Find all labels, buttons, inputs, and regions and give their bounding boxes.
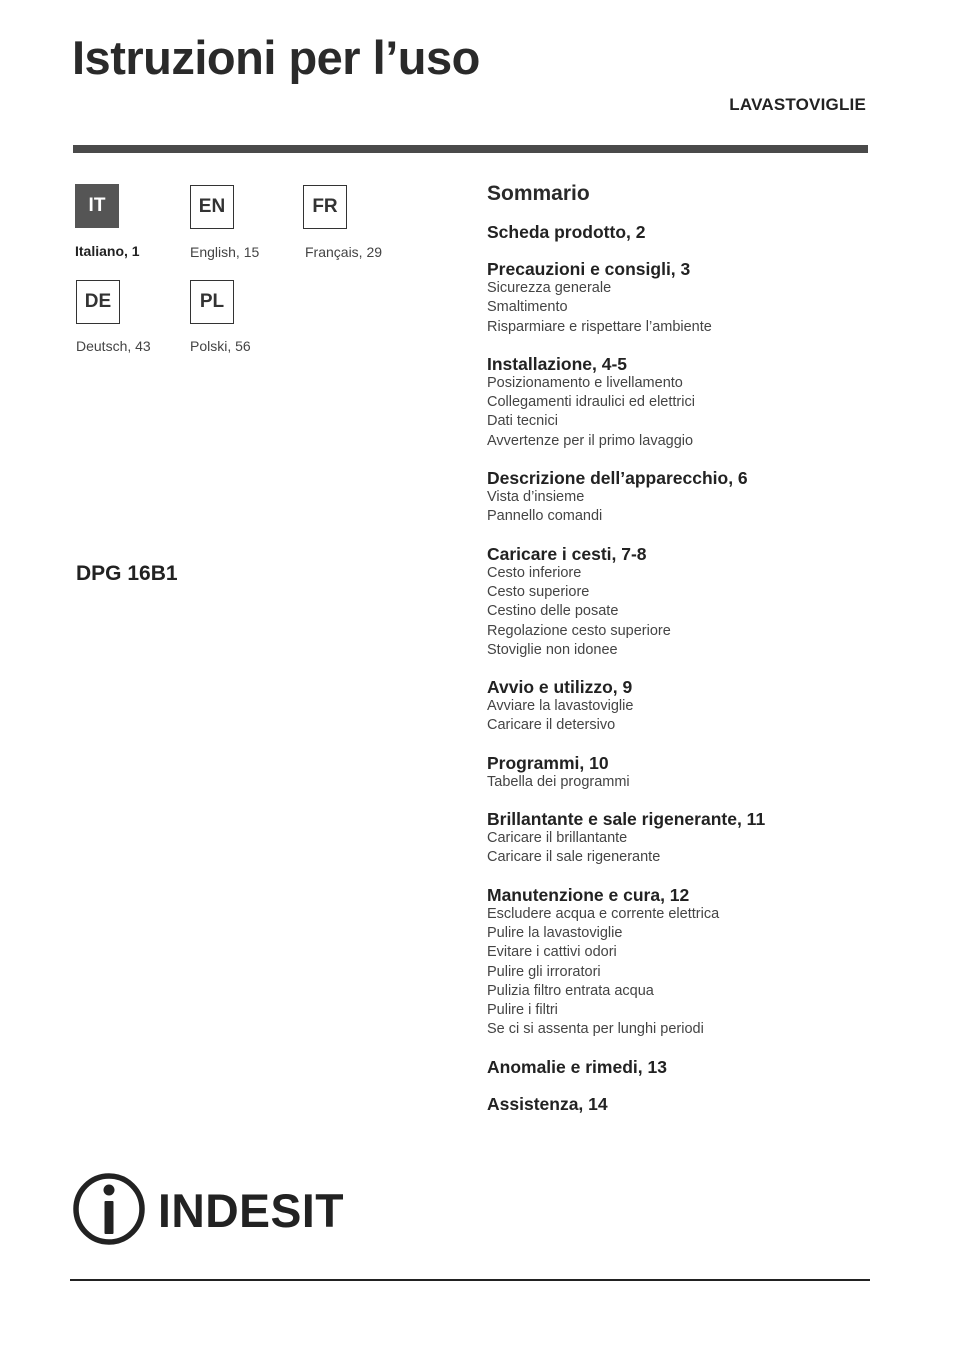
- toc-section: [487, 809, 887, 868]
- language-box-de[interactable]: [76, 280, 120, 324]
- language-label-pl[interactable]: Polski, 56: [190, 338, 251, 354]
- language-code: PL: [199, 291, 225, 312]
- toc-item[interactable]: Posizionamento e livellamento: [487, 374, 683, 391]
- toc-section: [487, 354, 887, 451]
- toc-heading[interactable]: Descrizione dell’apparecchio, 6: [487, 468, 748, 489]
- toc-item[interactable]: Avvertenze per il primo lavaggio: [487, 432, 694, 449]
- language-code: FR: [312, 196, 338, 217]
- toc-item[interactable]: Caricare il brillantante: [487, 830, 628, 847]
- toc-section: [487, 1057, 887, 1077]
- language-box-pl[interactable]: [190, 280, 234, 324]
- toc-heading[interactable]: Caricare i cesti, 7-8: [487, 543, 647, 564]
- toc-item[interactable]: Pannello comandi: [487, 508, 603, 525]
- toc-heading[interactable]: Programmi, 10: [487, 752, 609, 773]
- indesit-logo: [72, 1170, 347, 1248]
- toc-heading[interactable]: Installazione, 4-5: [487, 353, 628, 374]
- header-divider: [73, 145, 868, 153]
- toc-item[interactable]: Evitare i cattivi odori: [487, 944, 617, 961]
- toc-heading[interactable]: Precauzioni e consigli, 3: [487, 259, 691, 279]
- language-label-fr[interactable]: Français, 29: [305, 244, 383, 260]
- language-code: DE: [84, 291, 112, 312]
- language-label-it[interactable]: Italiano, 1: [75, 243, 140, 259]
- language-code: IT: [88, 195, 106, 216]
- page-title: Istruzioni per l’uso: [72, 31, 480, 84]
- toc-heading[interactable]: Scheda prodotto, 2: [487, 222, 646, 242]
- brand-wordmark: INDESIT: [158, 1184, 344, 1237]
- toc-item[interactable]: Collegamenti idraulici ed elettrici: [487, 394, 695, 411]
- toc-heading[interactable]: Anomalie e rimedi, 13: [487, 1056, 667, 1077]
- toc-item[interactable]: Escludere acqua e corrente elettrica: [487, 905, 720, 922]
- toc-item[interactable]: Vista d’insieme: [487, 489, 585, 506]
- language-box-en[interactable]: [190, 185, 234, 229]
- model-number: DPG 16B1: [76, 562, 178, 585]
- toc-heading[interactable]: Assistenza, 14: [487, 1093, 608, 1114]
- toc-section: [487, 1094, 887, 1114]
- toc-item[interactable]: Tabella dei programmi: [487, 773, 630, 790]
- toc-section: [487, 468, 887, 527]
- toc-item[interactable]: Pulire i filtri: [487, 1002, 558, 1019]
- toc-section: [487, 885, 887, 1040]
- toc-heading[interactable]: Avvio e utilizzo, 9: [487, 677, 633, 698]
- toc-item[interactable]: Sicurezza generale: [487, 280, 612, 296]
- footer-divider: [70, 1279, 870, 1281]
- language-label-en[interactable]: English, 15: [190, 244, 260, 260]
- toc-item[interactable]: Dati tecnici: [487, 413, 558, 430]
- toc-section: [487, 677, 887, 736]
- language-box-fr[interactable]: [303, 185, 347, 229]
- toc-item[interactable]: Caricare il sale rigenerante: [487, 849, 661, 866]
- language-box-it[interactable]: [75, 184, 119, 228]
- toc-section: [487, 259, 887, 337]
- toc-item[interactable]: Regolazione cesto superiore: [487, 622, 671, 639]
- toc-item[interactable]: Risparmiare e rispettare l’ambiente: [487, 318, 712, 335]
- toc-item[interactable]: Avviare la lavastoviglie: [487, 698, 634, 715]
- toc-item[interactable]: Pulizia filtro entrata acqua: [487, 982, 654, 999]
- language-code: EN: [198, 196, 226, 217]
- toc-item[interactable]: Se ci si assenta per lunghi periodi: [487, 1021, 704, 1038]
- toc-sections: [487, 222, 887, 1114]
- toc-item[interactable]: Pulire la lavastoviglie: [487, 924, 623, 941]
- language-label-de[interactable]: Deutsch, 43: [76, 338, 151, 354]
- toc-item[interactable]: Smaltimento: [487, 299, 568, 316]
- toc-item[interactable]: Cestino delle posate: [487, 603, 619, 620]
- toc-item[interactable]: Cesto superiore: [487, 583, 590, 600]
- product-category: LAVASTOVIGLIE: [729, 95, 866, 114]
- toc-title: Sommario: [487, 182, 590, 205]
- toc-item[interactable]: Caricare il detersivo: [487, 717, 616, 734]
- indesit-logo-icon: [76, 1176, 142, 1242]
- toc-item[interactable]: Cesto inferiore: [487, 564, 582, 581]
- table-of-contents: [487, 182, 887, 1131]
- toc-section: [487, 222, 887, 242]
- toc-section: [487, 753, 887, 792]
- toc-section: [487, 544, 887, 660]
- toc-item[interactable]: Stoviglie non idonee: [487, 641, 618, 658]
- toc-heading[interactable]: Manutenzione e cura, 12: [487, 884, 690, 905]
- toc-item[interactable]: Pulire gli irroratori: [487, 963, 601, 980]
- toc-heading[interactable]: Brillantante e sale rigenerante, 11: [487, 809, 766, 830]
